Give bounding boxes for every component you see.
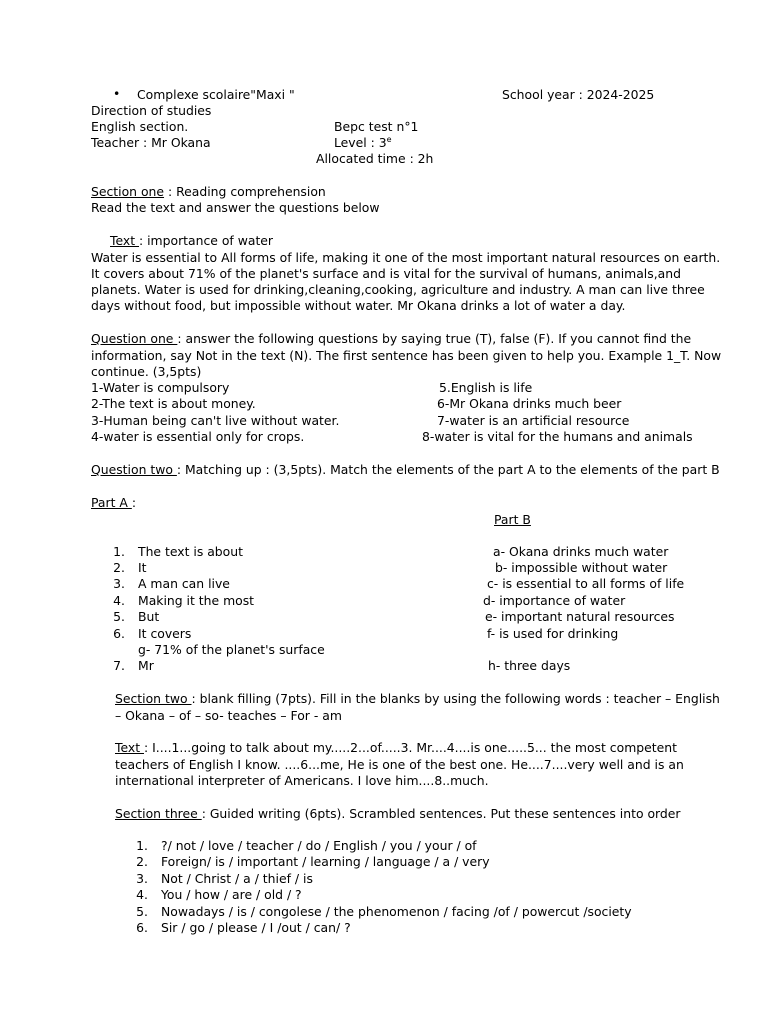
section-label: English section. bbox=[91, 119, 189, 134]
school-name: Complexe scolaire"Maxi " bbox=[137, 87, 295, 102]
part-b-item: c- is essential to all forms of life bbox=[487, 576, 685, 591]
list-number: 1. bbox=[136, 838, 148, 853]
bullet-icon: • bbox=[113, 86, 121, 101]
part-a-colon: : bbox=[131, 495, 137, 510]
tf-item: 2-The text is about money. bbox=[91, 396, 256, 411]
section-three-label: Section three bbox=[115, 806, 202, 821]
question-one-text: continue. (3,5pts) bbox=[91, 364, 202, 379]
part-b-item: b- impossible without water bbox=[495, 560, 668, 575]
blank-text-content: teachers of English I know. ....6...me, He is one of the best one. He....7....very well and is an bbox=[115, 757, 684, 772]
part-a-item: The text is about bbox=[138, 544, 243, 559]
reading-text-line: planets. Water is used for drinking,cleaning,cooking, agriculture and industry. A man can live three bbox=[91, 282, 705, 297]
part-b-extra-item: g- 71% of the planet's surface bbox=[138, 642, 325, 657]
reading-text-heading bbox=[110, 233, 273, 249]
question-one-line bbox=[91, 331, 691, 347]
section-one-title-rest: : Reading comprehension bbox=[164, 184, 326, 199]
tf-item: 1-Water is compulsory bbox=[91, 380, 230, 395]
blank-text-line bbox=[115, 740, 677, 756]
question-two-text: : Matching up : (3,5pts). Match the elements of the part A to the elements of the part B bbox=[176, 462, 720, 477]
list-number: 4. bbox=[136, 887, 148, 902]
list-number: 6. bbox=[113, 626, 125, 641]
level-text: Level : 3 bbox=[334, 135, 387, 150]
list-number: 2. bbox=[113, 560, 125, 575]
teacher-label: Teacher : Mr Okana bbox=[91, 135, 211, 150]
question-one-label: Question one bbox=[91, 331, 178, 346]
question-one-text: : answer the following questions by saying true (T), false (F). If you cannot find the bbox=[177, 331, 692, 346]
test-label: Bepc test n°1 bbox=[334, 119, 419, 134]
section-two-line bbox=[115, 691, 720, 707]
section-one-heading bbox=[91, 184, 326, 200]
time-label: Allocated time : 2h bbox=[316, 151, 434, 166]
part-a-item: Making it the most bbox=[138, 593, 255, 608]
section-three-line bbox=[115, 806, 681, 822]
part-b-label: Part B bbox=[494, 512, 531, 527]
scrambled-sentence: You / how / are / old / ? bbox=[161, 887, 302, 902]
section-two-label: Section two bbox=[115, 691, 192, 706]
scrambled-sentence: Nowadays / is / congolese / the phenomenon / facing /of / powercut /society bbox=[161, 904, 632, 919]
section-two-text: : blank filling (7pts). Fill in the blanks by using the following words : teacher – English bbox=[191, 691, 720, 706]
list-number: 5. bbox=[113, 609, 125, 624]
scrambled-sentence: Foreign/ is / important / learning / language / a / very bbox=[161, 854, 490, 869]
section-one-instruction: Read the text and answer the questions below bbox=[91, 200, 380, 215]
scrambled-sentence: ?/ not / love / teacher / do / English / you / your / of bbox=[161, 838, 477, 853]
part-b-item: h- three days bbox=[488, 658, 571, 673]
part-a-item: But bbox=[138, 609, 160, 624]
list-number: 6. bbox=[136, 920, 148, 935]
list-number: 1. bbox=[113, 544, 125, 559]
scrambled-sentence: Sir / go / please / I /out / can/ ? bbox=[161, 920, 351, 935]
question-two-line bbox=[91, 462, 720, 478]
direction-label: Direction of studies bbox=[91, 103, 212, 118]
school-year: School year : 2024-2025 bbox=[502, 87, 655, 102]
list-number: 3. bbox=[113, 576, 125, 591]
part-a-item: Mr bbox=[138, 658, 154, 673]
part-b-item: a- Okana drinks much water bbox=[493, 544, 669, 559]
level-superscript: e bbox=[386, 134, 392, 144]
section-one-title: Section one bbox=[91, 184, 165, 199]
blank-text-content: international interpreter of Americans. I love him....8..much. bbox=[115, 773, 489, 788]
reading-text-line: Water is essential to All forms of life, making it one of the most important natural resources on earth. bbox=[91, 250, 721, 265]
reading-text-label: Text bbox=[110, 233, 139, 248]
tf-item: 3-Human being can't live without water. bbox=[91, 413, 340, 428]
question-one-text: information, say Not in the text (N). The first sentence has been given to help you. Example 1_T. Now bbox=[91, 348, 722, 363]
section-two-text: – Okana – of – so- teaches – For - am bbox=[115, 708, 342, 723]
list-number: 3. bbox=[136, 871, 148, 886]
part-b-item: e- important natural resources bbox=[485, 609, 675, 624]
level-label bbox=[334, 135, 392, 151]
part-a-label: Part A bbox=[91, 495, 132, 510]
blank-text-content: : I....1...going to talk about my.....2...of.....3. Mr....4....is one.....5... the most competent bbox=[144, 740, 677, 755]
tf-item: 7-water is an artificial resource bbox=[437, 413, 630, 428]
reading-text-line: It covers about 71% of the planet's surface and is vital for the survival of humans, animals,and bbox=[91, 266, 681, 281]
part-a-item: It bbox=[138, 560, 147, 575]
tf-item: 4-water is essential only for crops. bbox=[91, 429, 305, 444]
scrambled-sentence: Not / Christ / a / thief / is bbox=[161, 871, 313, 886]
tf-item: 6-Mr Okana drinks much beer bbox=[437, 396, 622, 411]
part-b-item: f- is used for drinking bbox=[487, 626, 619, 641]
part-a-item: A man can live bbox=[138, 576, 230, 591]
list-number: 4. bbox=[113, 593, 125, 608]
list-number: 7. bbox=[113, 658, 125, 673]
tf-item: 8-water is vital for the humans and animals bbox=[422, 429, 693, 444]
section-three-text: : Guided writing (6pts). Scrambled sentences. Put these sentences into order bbox=[201, 806, 681, 821]
tf-item: 5.English is life bbox=[439, 380, 533, 395]
part-b-item: d- importance of water bbox=[483, 593, 626, 608]
blank-text-label: Text bbox=[115, 740, 144, 755]
list-number: 2. bbox=[136, 854, 148, 869]
question-two-label: Question two bbox=[91, 462, 177, 477]
list-number: 5. bbox=[136, 904, 148, 919]
part-a-item: It covers bbox=[138, 626, 192, 641]
reading-text-title: : importance of water bbox=[139, 233, 274, 248]
reading-text-line: days without food, but impossible without water. Mr Okana drinks a lot of water a day. bbox=[91, 298, 626, 313]
part-a-heading bbox=[91, 495, 136, 511]
